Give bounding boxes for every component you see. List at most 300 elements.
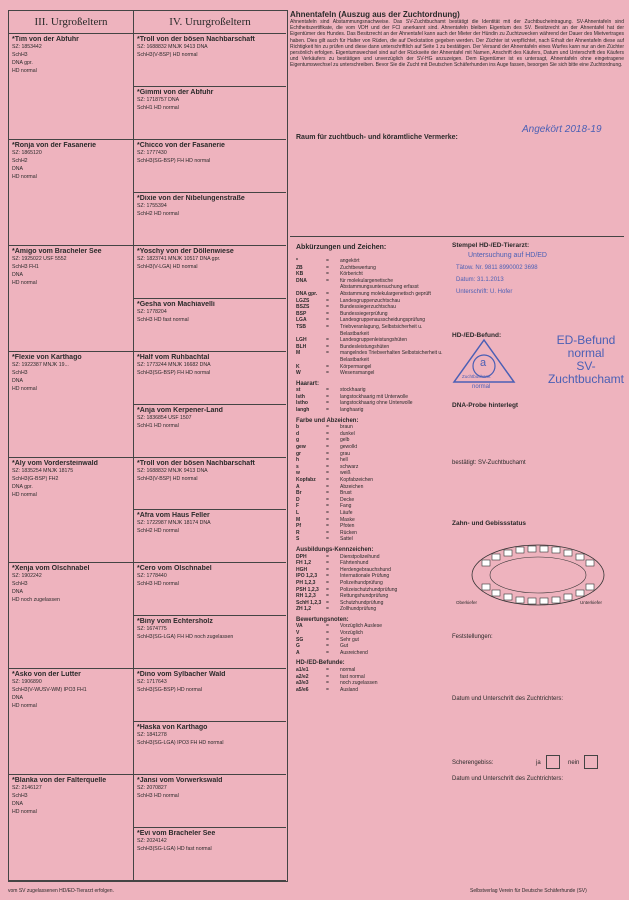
dog-detail: SZ: 1902242 (12, 573, 42, 580)
a-stamp-text: Zuchtbuchamt (462, 374, 491, 379)
legend-value: stockhaarig (340, 387, 366, 394)
legend-row (296, 387, 413, 394)
dog-detail: SchH3 (12, 581, 28, 588)
legend-row (296, 630, 382, 637)
dog-detail: SZ: 1823741 MNJK 10517 DNA gpr. (137, 255, 221, 262)
legend-row (296, 523, 373, 530)
legend-equals: = (326, 430, 329, 437)
legend-equals: = (326, 350, 329, 357)
legend-equals: = (326, 477, 329, 483)
dog-detail: SZ: 1835254 MNJK 18175 (12, 467, 74, 474)
ururgrosseltern-entry (134, 510, 286, 563)
legend-key: M (296, 516, 301, 523)
legend-key: R (296, 529, 300, 536)
stamp-line: Datum: 31.1.2013 (456, 277, 504, 283)
dog-name: *Blanka von der Falterquelle (12, 777, 107, 785)
legend-key: w (296, 470, 300, 477)
dog-detail: DNA (12, 165, 23, 172)
legend-row (296, 470, 373, 477)
legend-key: TSB (296, 323, 306, 330)
pedigree-grid (8, 10, 288, 882)
legend-row (296, 291, 448, 298)
dog-detail: HD normal (12, 703, 37, 710)
dog-name: *Tim von der Abfuhr (12, 36, 79, 43)
angekoert-stamp: Angekört 2018-19 (522, 124, 602, 135)
legend-equals: = (326, 636, 329, 643)
dog-detail: DNA gpr. (12, 60, 33, 66)
dog-detail: SchH3 (12, 52, 28, 58)
ururgrosseltern-entry (134, 616, 286, 669)
legend-key: BSP (296, 310, 307, 317)
legend-equals: = (326, 271, 329, 278)
legend-equals: = (326, 503, 329, 510)
dog-detail: SZ: 1722987 MNJK 18174 DNA (137, 520, 211, 527)
dog-detail: DNA (12, 695, 23, 702)
dog-detail: SZ: 1688832 MNJK 9413 DNA (137, 44, 208, 50)
legend-equals: = (326, 343, 329, 350)
dog-detail: SZ: 1717643 (137, 679, 167, 686)
legend-value: Läufe (340, 509, 353, 516)
dog-detail: SZ: 1836854 USF 1507 (137, 414, 192, 421)
legend-equals: = (326, 323, 329, 330)
legend-key: K (296, 363, 300, 370)
legend-value: Polizeihundprüfung (340, 579, 383, 586)
legend-key: HGH (296, 566, 308, 573)
dog-detail: HD normal (12, 385, 37, 392)
legend-key: g (296, 437, 300, 444)
ururgrosseltern-entry (134, 775, 286, 828)
legend-equals: = (326, 560, 329, 567)
legend-value: Herdengebrauchshund (340, 566, 391, 573)
legend-equals: = (326, 649, 329, 656)
legend-equals: = (326, 463, 329, 470)
legend-row (296, 265, 448, 272)
ururgrosseltern-column (134, 11, 286, 881)
abk-title: Abkürzungen und Zeichen: (296, 244, 387, 251)
legend-equals: = (326, 258, 329, 264)
urgrosseltern-entry (9, 246, 133, 352)
scherengebiss: Scherengebiss: (452, 760, 494, 766)
legend-equals: = (326, 593, 329, 600)
dog-detail: DNA (12, 589, 23, 596)
legend-value: Maske (340, 516, 355, 523)
legend-row (296, 567, 397, 574)
dog-detail: SchH3(SG-BSP) FH HD normal (137, 369, 211, 376)
legend-key: BLH (296, 343, 307, 350)
dog-detail: SZ: 1755394 (137, 202, 167, 209)
ed-line: ED-Befund (556, 333, 616, 347)
legend-key: PSH 1,2,3 (296, 586, 319, 593)
legend-value: Abstammung molekulargenetisch geprüft (340, 290, 431, 297)
dog-detail: SchH3(V-BSP) HD normal (137, 52, 198, 58)
legend-value: Schutzhundprüfung (340, 599, 384, 606)
dog-detail: SchH3 HD fast normal (137, 316, 189, 323)
bewertung-title: Bewertungsnoten: (296, 616, 349, 623)
ahnentafel-paragraph: Ahnentafeln sind Abstammungsnachweise. Das SV-Zuchtbuchamt bestätigt die Identität mit der Zuchtbucheintragung. SV-Ahnentafeln sind Echtheitszertifikate, die vom VDH und der FCI anerkannt sind. Ahnentafeln bleiben Eigentum des SV. Besitzrecht an der Ahnentafel hat der Eigentümer des Hundes. Das Besitzrecht an der Ahnentafel kann auch der Mieter der Hündin zu Zuchtzwecken während der Dauer des Mietvertrages haben. Dies gilt auch für Halter von Rüden, die auf Deckstation gegeben werden. Der Züchter ist verpflichtet, nach Erhalt der Ahnentafeln diese auf Richtigkeit hin zu prüfen und diese dann unterschriftlich auf Seite 1 zu bestätigen. Der Versand der Ahnentafeln eines Wurfes kann nur an den Züchter persönlich erfolgen. Eigentumswechsel sind auf der Rückseite der Ahnentafel mit Namen, Anschrift des Käufers, Datum und Unterschrift des Käufers und Verkäufers zu bestätigen und unverzüglich der SV-HG anzuzeigen. Dem Eigentümer ist es untersagt, Ahnentafeln ohne eingetragene Eigentumswechsel zu unterschreiben. Bevor Sie die Zucht mit Deutschen Schäferhunden ins Auge fassen, besorgen Sie sich bitte eine Zuchtordnung. (290, 19, 624, 69)
dog-detail: SchH3(SG-BSP) HD normal (137, 687, 202, 694)
ed-befund-stamp (544, 334, 628, 386)
legend-value: Vorzüglich (340, 630, 364, 637)
dog-name: *Ronja von der Fasanerie (12, 141, 97, 149)
legend-value: langstockhaarig mit Unterwolle (340, 393, 409, 400)
legend-equals: = (326, 437, 329, 444)
legend-equals: = (326, 264, 329, 271)
ururgrosseltern-entry (134, 722, 286, 775)
legend-key: h (296, 457, 300, 464)
legend-row (296, 560, 397, 567)
dog-detail: SZ: 1906890 (12, 679, 42, 686)
legend-row (296, 451, 373, 458)
legend-value: Landesgruppenausscheidungsprüfung (340, 317, 426, 324)
a-stamp-letter: a (480, 357, 487, 369)
legend-equals: = (326, 536, 329, 543)
legend-equals: = (326, 496, 329, 503)
legend-equals: = (326, 424, 329, 431)
nein-checkbox[interactable] (584, 755, 598, 769)
legend-equals: = (326, 387, 329, 394)
ururgrosseltern-entry (134, 352, 286, 405)
legend-key: VA (296, 623, 303, 630)
legend-value: langhaarig (340, 407, 364, 414)
legend-key: KB (296, 271, 304, 278)
dog-detail: HD normal (12, 68, 37, 74)
dog-detail: DNA gpr. (12, 483, 33, 490)
legend-key: BSZS (296, 304, 310, 311)
legend-value: Ausreichend (340, 649, 368, 656)
abbrev-legend (296, 258, 448, 693)
legend-row (296, 687, 378, 694)
legend-equals: = (326, 509, 329, 516)
dog-name: *Dino vom Sylbacher Wald (137, 671, 226, 679)
legend-row (296, 344, 448, 351)
dog-detail: SZ: 2070827 (137, 785, 167, 792)
legend-equals: = (326, 673, 329, 680)
legend-value: mangelndes Triebverhalten Selbstsicherheit u. Belastbarkeit (340, 350, 443, 363)
legend-value: Internationale Prüfung (340, 573, 390, 580)
dog-name: *Haska von Karthago (137, 724, 208, 732)
legend-value: Rettungshundprüfung (340, 593, 389, 600)
dog-detail: SchH3(SG-LGA) HD fast normal (137, 846, 212, 853)
dog-detail: HD normal (12, 809, 37, 816)
legend-value: Körbericht (340, 271, 363, 278)
dog-name: *Half vom Ruhbachtal (137, 353, 210, 361)
legend-equals: = (326, 277, 329, 284)
stamp-line: Untersuchung auf HD/ED (468, 252, 547, 259)
legend-row (296, 394, 413, 401)
legend-equals: = (326, 523, 329, 530)
urgrosseltern-entry (9, 458, 133, 564)
legend-value: Brust (340, 490, 352, 497)
legend-key: lsth (296, 393, 305, 400)
legend-value: schwarz (340, 463, 359, 470)
legend-equals: = (326, 337, 329, 344)
legend-equals: = (326, 623, 329, 630)
farbe-title: Farbe und Abzeichen: (296, 417, 359, 424)
urgrosseltern-column (9, 11, 134, 881)
legend-equals: = (326, 483, 329, 490)
legend-value: Fährtenhund (340, 560, 369, 567)
legend-key: SchH 1,2,3 (296, 599, 322, 606)
dog-detail: SchH3 HD normal (137, 793, 179, 800)
legend-value: Kopfabzeichen (340, 477, 374, 483)
legend-key: Pf (296, 523, 301, 530)
legend-row (296, 536, 373, 543)
legend-value: Vorzüglich Auslese (340, 623, 382, 630)
dog-detail: DNA (12, 377, 23, 384)
legend-equals: = (326, 304, 329, 311)
legend-key: A (296, 649, 300, 656)
legend-key: IPO 1,2,3 (296, 573, 318, 580)
legend-row (296, 517, 373, 524)
dog-detail: SchH3(V-BSP) HD normal (137, 475, 198, 482)
legend-value: Rücken (340, 529, 357, 536)
legend-row (296, 503, 373, 510)
stamp-line: Unterschrift: U. Hofer (456, 289, 513, 295)
legend-value: Ausland (340, 686, 359, 693)
nein-label: nein (568, 760, 580, 766)
legend-key: L (296, 509, 300, 516)
legend-equals: = (326, 643, 329, 650)
legend-equals: = (326, 529, 329, 536)
legend-row (296, 580, 397, 587)
ururgrosseltern-entry (134, 828, 286, 881)
legend-row (296, 400, 413, 407)
legend-value: Landesgruppenzuchtschau (340, 297, 401, 304)
ururgrosseltern-entry (134, 140, 286, 193)
legend-equals: = (326, 630, 329, 637)
dog-detail: DNA (12, 271, 23, 278)
legend-key: PH 1,2,3 (296, 579, 316, 586)
legend-key: d (296, 430, 300, 437)
dog-name: *Chicco von der Fasanerie (137, 141, 225, 149)
legend-key: FH 1,2 (296, 560, 312, 567)
legend-equals: = (326, 450, 329, 457)
ja-label: ja (536, 760, 541, 766)
legend-key: LGH (296, 337, 307, 344)
legend-value: hell (340, 457, 348, 464)
legend-row (296, 573, 397, 580)
legend-row (296, 258, 448, 265)
legend-row (296, 424, 373, 431)
dog-detail: SchH3(G-BSP) FH2 (12, 475, 59, 482)
legend-row (296, 593, 397, 600)
legend-key: s (296, 463, 299, 470)
dog-detail: SZ: 1773244 MNJK 16682 DNA (137, 361, 211, 368)
dog-detail: SZ: 1922387 MNJK 19... (12, 361, 69, 368)
legend-value: Abzeichen (340, 483, 364, 490)
dog-detail: SZ: 1674775 (137, 626, 167, 633)
ururgrosseltern-entry (134, 563, 286, 616)
stempel-title: Stempel HD-/ED-Tierarzt: (452, 242, 530, 249)
legend-value: Decke (340, 496, 355, 503)
legend-key: ZH 1,2 (296, 606, 312, 613)
legend-key: DPH (296, 553, 307, 560)
divider (290, 236, 624, 237)
legend-value: langstockhaarig ohne Unterwolle (340, 400, 413, 407)
legend-row (296, 437, 373, 444)
footer-right: Selbstverlag Verein für Deutsche Schäferhunde (SV) (470, 888, 587, 894)
legend-value: angekört (340, 258, 360, 264)
legend-row (296, 477, 373, 484)
legend-key: S (296, 536, 300, 543)
legend-value: Pfoten (340, 523, 355, 530)
legend-equals: = (326, 586, 329, 593)
dog-detail: SZ: 1718757 DNA (137, 96, 180, 103)
dog-name: *Biny vom Echtersholz (137, 618, 213, 626)
col4-header: IV. Ururgroßeltern (134, 11, 286, 34)
legend-value: Polizeischutzhundprüfung (340, 586, 398, 593)
legend-key: RH 1,2,3 (296, 593, 316, 600)
ururgrosseltern-entry (134, 34, 286, 87)
legend-equals: = (326, 553, 329, 560)
ed-line: SV-Zuchtbuchamt (547, 359, 625, 386)
dog-detail: SchH2 HD normal (137, 210, 179, 217)
dog-detail: SchH3(SG-BSP) FH HD normal (137, 157, 211, 164)
legend-key: a1/e1 (296, 667, 309, 674)
legend-row (296, 606, 397, 613)
dog-detail: SchH3 (12, 369, 28, 376)
ururgrosseltern-entry (134, 87, 286, 140)
dog-name: *Gesha von Machiavelli (137, 300, 215, 308)
ururgrosseltern-entry (134, 193, 286, 246)
legend-key: F (296, 503, 300, 510)
legend-key: a5/e6 (296, 686, 309, 693)
ururgrosseltern-entry (134, 246, 286, 299)
dog-detail: SchH1 HD normal (137, 104, 179, 111)
urgrosseltern-entry (9, 352, 133, 458)
dog-name: *Amigo vom Bracheler See (12, 247, 102, 255)
dog-detail: SZ: 2024142 (137, 838, 167, 845)
datum-unterschrift: Datum und Unterschrift des Zuchtrichters: (452, 696, 564, 702)
legend-key: a2/e2 (296, 673, 309, 680)
legend-key: DNA gpr. (296, 290, 318, 297)
teeth-label-left: Oberkiefer (456, 600, 478, 605)
dog-detail: HD normal (12, 279, 37, 286)
legend-value: Körpermangel (340, 363, 372, 370)
legend-row (296, 587, 397, 594)
legend-row (296, 464, 373, 471)
dog-detail: SchH2 HD normal (137, 528, 179, 535)
legend-equals: = (326, 400, 329, 407)
legend-value: Bundessiegerprüfung (340, 310, 388, 317)
legend-value: fast normal (340, 673, 365, 680)
legend-row (296, 554, 397, 561)
legend-value: weiß (340, 470, 351, 477)
legend-row (296, 650, 382, 657)
legend-row (296, 484, 373, 491)
datum-unterschrift-2: Datum und Unterschrift des Zuchtrichters: (452, 776, 564, 782)
dog-name: *Gimmi von der Abfuhr (137, 88, 214, 96)
dog-detail: SchH2 (12, 157, 28, 164)
legend-equals: = (326, 393, 329, 400)
legend-value: braun (340, 424, 353, 431)
hdbefunde-title: HD-/ED-Befunde: (296, 660, 345, 667)
ururgrosseltern-entry (134, 458, 286, 511)
legend-key: * (296, 258, 298, 264)
legend-value: grau (340, 450, 351, 457)
legend-row (296, 324, 448, 337)
legend-key: st (296, 387, 301, 394)
bestaetigt: bestätigt: SV-Zuchtbuchamt (452, 460, 526, 466)
dog-detail: SchH3(SG-LGA) IPO3 FH HD normal (137, 740, 224, 747)
legend-value: gelb (340, 437, 350, 444)
urgrosseltern-entry (9, 563, 133, 669)
legend-equals: = (326, 310, 329, 317)
legend-value: Zuchtbewertung (340, 264, 376, 271)
dog-name: *Flexie von Karthago (12, 353, 82, 361)
legend-equals: = (326, 490, 329, 497)
legend-equals: = (326, 317, 329, 324)
legend-row (296, 370, 448, 377)
legend-equals: = (326, 297, 329, 304)
legend-equals: = (326, 457, 329, 464)
dog-name: *Jansi vom Vorwerkswald (137, 777, 223, 785)
legend-equals: = (326, 599, 329, 606)
legend-row (296, 317, 448, 324)
legend-key: V (296, 630, 300, 637)
legend-row (296, 510, 373, 517)
urgrosseltern-entry (9, 775, 133, 881)
legend-key: b (296, 424, 300, 431)
legend-row (296, 278, 448, 291)
zahn-title: Zahn- und Gebissstatus (452, 520, 527, 527)
urgrosseltern-entry (9, 140, 133, 246)
dog-name: *Asko von der Lutter (12, 671, 81, 679)
legend-row (296, 407, 413, 414)
legend-row (296, 311, 448, 318)
dog-detail: SchH1 HD normal (137, 422, 179, 429)
haarart-title: Haarart: (296, 380, 320, 387)
legend-equals: = (326, 606, 329, 613)
raum-title: Raum für zuchtbuch- und köramtliche Vermerke: (296, 134, 458, 141)
dog-detail: SZ: 1777430 (137, 149, 167, 156)
legend-key: a3/e3 (296, 680, 309, 687)
dog-detail: SchH3(SG-LGA) FH HD noch zugelassen (137, 634, 234, 641)
legend-equals: = (326, 407, 329, 414)
legend-row (296, 643, 382, 650)
legend-key: A (296, 483, 300, 490)
legend-row (296, 304, 448, 311)
legend-key: SG (296, 636, 304, 643)
dog-name: *Afra vom Haus Feller (137, 512, 210, 520)
urgrosseltern-entry (9, 669, 133, 775)
legend-key: gew (296, 444, 306, 451)
legend-key: M (296, 350, 301, 357)
legend-equals: = (326, 680, 329, 687)
legend-key: Kopfabz (296, 477, 316, 483)
ururgrosseltern-entry (134, 299, 286, 352)
legend-row (296, 637, 382, 644)
legend-equals: = (326, 686, 329, 693)
dog-detail: SchH3 HD normal (137, 581, 179, 588)
legend-row (296, 530, 373, 537)
legend-value: Triebveranlagung, Selbstsicherheit u. Belastbarkeit (340, 323, 423, 337)
dog-detail: SZ: 1778204 (137, 308, 167, 315)
stamp-line: Tätow. Nr. 9811 8990002 3698 (456, 265, 538, 271)
legend-row (296, 490, 373, 497)
ja-checkbox[interactable] (546, 755, 560, 769)
legend-row (296, 667, 378, 674)
legend-value: normal (340, 667, 356, 674)
ed-line: normal (567, 346, 605, 360)
dog-detail: SchH3(V-LGA) HD normal (137, 263, 198, 270)
dog-name: *Troll von der bösen Nachbarschaft (137, 459, 255, 467)
legend-value: Sehr gut (340, 636, 359, 643)
legend-key: LGZS (296, 297, 310, 304)
legend-row (296, 350, 448, 363)
dog-detail: SZ: 1841278 (137, 732, 167, 739)
legend-row (296, 457, 373, 464)
